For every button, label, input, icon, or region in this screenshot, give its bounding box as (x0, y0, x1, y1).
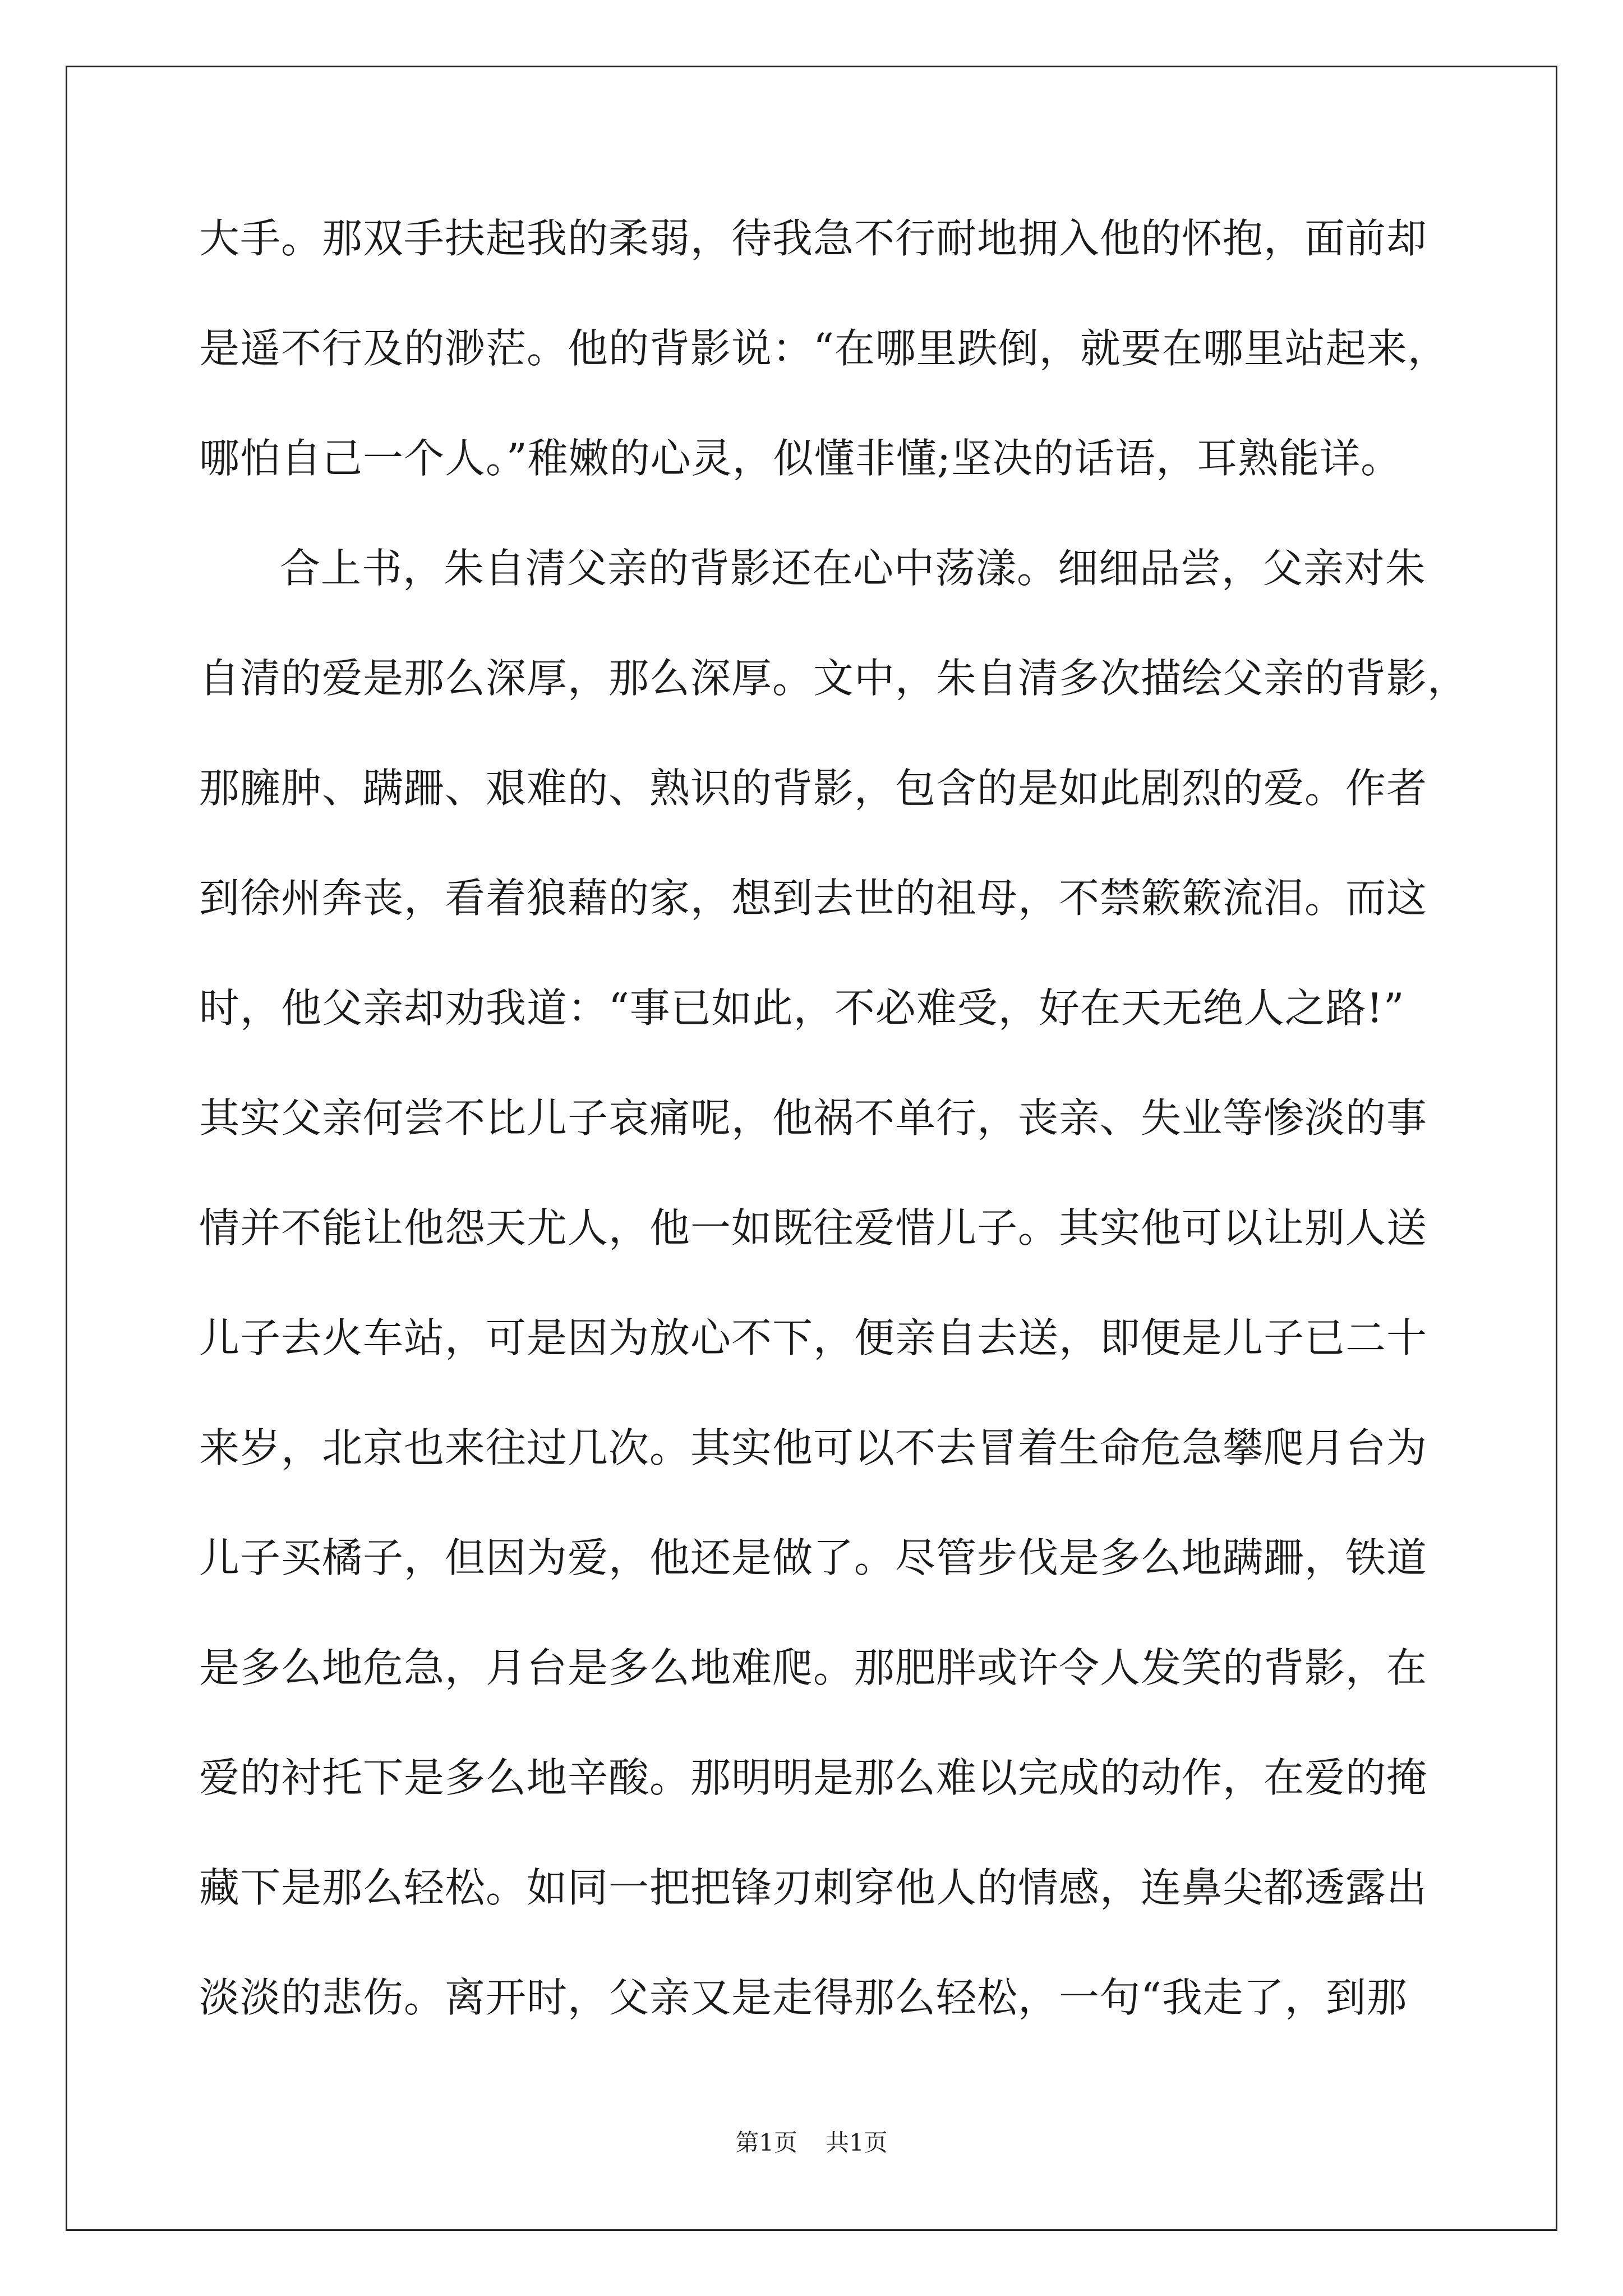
text-line-2: 是遥不行及的渺茫。他的背影说：“在哪里跌倒，就要在哪里站起来， (199, 325, 1449, 372)
page-number-total: 共1页 (826, 2129, 888, 2156)
text-line-13: 儿子买橘子，但因为爱，他还是做了。尽管步伐是多么地蹒跚，铁道 (199, 1534, 1428, 1581)
text-line-17: 淡淡的悲伤。离开时，父亲又是走得那么轻松，一句“我走了，到那 (199, 1974, 1408, 2021)
text-line-1: 大手。那双手扶起我的柔弱，待我急不行耐地拥入他的怀抱，面前却 (199, 215, 1428, 262)
text-line-11: 儿子去火车站，可是因为放心不下，便亲自去送，即便是儿子已二十 (199, 1314, 1428, 1361)
page-footer (0, 2129, 1623, 2157)
text-line-6: 那臃肿、蹒跚、艰难的、熟识的背影，包含的是如此剧烈的爱。作者 (199, 765, 1428, 812)
text-line-7: 到徐州奔丧，看着狼藉的家，想到去世的祖母，不禁簌簌流泪。而这 (199, 875, 1428, 922)
document-body (199, 215, 1469, 2085)
text-line-5: 自清的爱是那么深厚，那么深厚。文中，朱自清多次描绘父亲的背影， (199, 655, 1469, 702)
text-line-9: 其实父亲何尝不比儿子哀痛呢，他祸不单行，丧亲、失业等惨淡的事 (199, 1094, 1428, 1142)
text-line-16: 藏下是那么轻松。如同一把把锋刃刺穿他人的情感，连鼻尖都透露出 (199, 1864, 1428, 1911)
text-line-8: 时，他父亲却劝我道：“事已如此，不必难受，好在天无绝人之路!” (199, 984, 1405, 1032)
page-number-current: 第1页 (735, 2129, 797, 2156)
text-line-4-paragraph-start: 合上书，朱自清父亲的背影还在心中荡漾。细细品尝，父亲对朱 (280, 545, 1427, 592)
text-line-14: 是多么地危急，月台是多么地难爬。那肥胖或许令人发笑的背影，在 (199, 1644, 1428, 1691)
text-line-15: 爱的衬托下是多么地辛酸。那明明是那么难以完成的动作，在爱的掩 (199, 1754, 1428, 1801)
text-line-12: 来岁，北京也来往过几次。其实他可以不去冒着生命危急攀爬月台为 (199, 1424, 1428, 1471)
text-line-3: 哪怕自己一个人。”稚嫩的心灵，似懂非懂;坚决的话语，耳熟能详。 (199, 435, 1402, 482)
text-line-10: 情并不能让他怨天尤人，他一如既往爱惜儿子。其实他可以让别人送 (199, 1204, 1428, 1251)
